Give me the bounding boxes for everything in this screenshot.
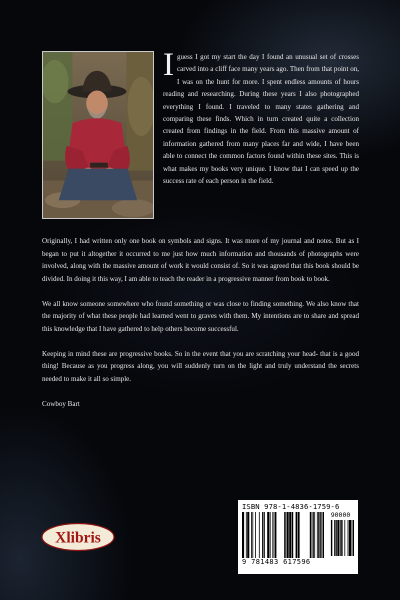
barcode-bar — [292, 512, 293, 558]
barcode-bar — [247, 512, 249, 558]
barcode-bar — [259, 512, 260, 558]
barcode-bar — [310, 512, 311, 558]
drop-cap: I — [163, 47, 174, 83]
xlibris-logo-icon — [40, 522, 116, 552]
barcode-bar — [287, 512, 289, 558]
barcode-bar — [272, 512, 273, 558]
barcode-bar — [349, 520, 351, 556]
isbn-barcode — [238, 500, 358, 574]
barcode-bar — [314, 512, 315, 558]
barcode-digits: 9 781483 617596 — [242, 558, 311, 566]
barcode-bar — [318, 512, 319, 558]
paragraph-we-all-know: We all know someone somewhere who found something or was close to finding something. We also know that the majority of what these people had learned went to graves with them. My intentions are to share and spread this knowledge that I have gathered to help others become successful. — [42, 299, 359, 333]
barcode-bar — [331, 520, 332, 556]
barcode-bar — [252, 512, 253, 558]
barcode-bar — [334, 520, 335, 556]
barcode-bar — [296, 512, 297, 558]
intro-text: guess I got my start the day I found an unusual set of crosses carved into a cliff face many years ago. Then from that point on, I was on the hunt for more. I spent endless amounts of hours reading and researching. During these years I also photographed everything I found. I traveled to many states gathering and comparing these finds. Which in turn created quite a collection created from findings in the field. From this massive amount of information gathered from many places far and wide, I have been able to connect the common factors found within these sites. This is what makes my books very unique. I know that I can speed up the success rate of each person in the field. — [163, 53, 359, 186]
paragraph-originally: Originally, I had written only one book on symbols and signs. It was more of my journal and notes. But as I began to put it altogether it occurred to me just how much information and thousands of photographs were involved, along with the massive amount of work it would consist of. So it was agreed that this book should be divided. In doing it this way, I am able to teach the reader in a progressive manner from book to book. — [42, 237, 359, 283]
barcode-bar — [337, 520, 339, 556]
barcode-bar — [267, 512, 269, 558]
isbn-number: ISBN 978-1-4836-1759-6 — [242, 502, 340, 511]
barcode-bar — [352, 520, 353, 556]
barcode-bar — [242, 512, 244, 558]
barcode-bar — [323, 512, 324, 558]
paragraph-keeping-in-mind: Keeping in mind these are progressive books. So in the event that you are scratching your head- that is a good thing! Because as you progress along, you will suddenly turn on the light and truly understand the secrets needed to make it all so simple. — [42, 349, 359, 383]
author-signature: Cowboy Bart — [42, 399, 80, 408]
barcode-bars — [242, 512, 324, 558]
author-portrait-image — [43, 52, 153, 218]
barcode-bar — [255, 512, 256, 558]
barcode-bar — [317, 512, 318, 558]
barcode-bar — [246, 512, 247, 558]
barcode-bar — [264, 512, 265, 558]
intro-paragraph — [163, 47, 359, 187]
barcode-bar — [348, 520, 349, 556]
barcode-bar — [274, 512, 275, 558]
barcode-bar — [313, 512, 314, 558]
barcode-bar — [270, 512, 271, 558]
barcode-bar — [298, 512, 300, 558]
barcode-bar — [289, 512, 291, 558]
barcode-bar — [340, 520, 341, 556]
barcode-bar — [353, 520, 354, 556]
author-photo — [42, 51, 154, 219]
barcode-bar — [321, 512, 322, 558]
barcode-bar — [251, 512, 252, 558]
barcode-bar — [275, 512, 276, 558]
publisher-logo — [40, 522, 116, 552]
barcode-bar — [312, 512, 313, 558]
barcode-bar — [262, 512, 263, 558]
barcode-bar — [341, 520, 342, 556]
barcode-bar — [344, 520, 345, 556]
description-body — [42, 235, 359, 423]
price-addon-code: 90000 — [330, 511, 351, 519]
barcode-bar — [284, 512, 285, 558]
barcode-bar — [335, 520, 336, 556]
publisher-name: Xlibris — [55, 529, 101, 547]
addon-barcode-bars — [327, 520, 354, 556]
barcode-bar — [320, 512, 321, 558]
barcode-bar — [285, 512, 286, 558]
